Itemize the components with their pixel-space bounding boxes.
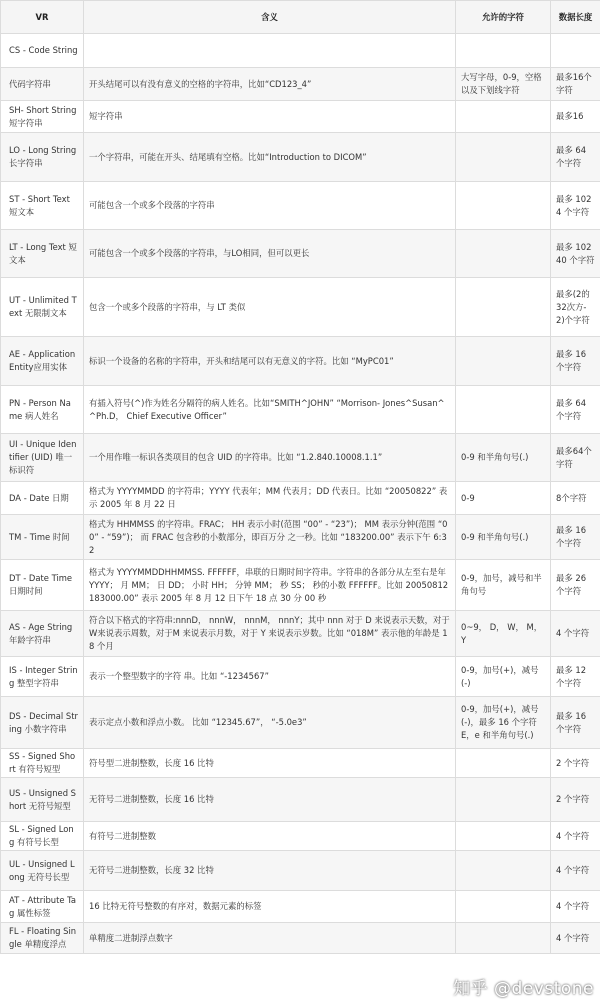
data-length-cell: 最多 12 个字符 — [551, 657, 600, 697]
data-length-cell: 最多 26 个字符 — [551, 560, 600, 611]
table-row — [1, 778, 600, 822]
table-row — [1, 923, 600, 954]
meaning-cell: 一个用作唯一标识各类项目的包含 UID 的字符串。比如 “1.2.840.10008.1.1” — [84, 434, 456, 482]
table-row — [1, 230, 600, 278]
allowed-chars-cell: 大写字母，0-9，空格以及下划线字符 — [456, 68, 551, 101]
meaning-cell: 格式为 HHMMSS 的字符串。FRAC； HH 表示小时(范围 “00” - “23”)； MM 表示分钟(范围 “00” - “59”)； 而 FRAC 包含秒的小数部分，即百万分 之一秒。比如 “183200.00” 表示下午 6:32 — [84, 515, 456, 560]
vr-cell: UI - Unique Identifier (UID) 唯一标识符 — [1, 434, 84, 482]
table-row — [1, 697, 600, 749]
table-row — [1, 386, 600, 434]
data-length-cell: 最多 16 个字符 — [551, 697, 600, 749]
data-length-cell: 最多 64 个字符 — [551, 386, 600, 434]
vr-cell: SL - Signed Long 有符号长型 — [1, 822, 84, 851]
allowed-chars-cell: 0-9 — [456, 482, 551, 515]
data-length-cell: 2 个字符 — [551, 749, 600, 778]
vr-cell: FL - Floating Single 单精度浮点 — [1, 923, 84, 954]
vr-cell: AE - Application Entity应用实体 — [1, 337, 84, 386]
allowed-chars-cell: 0-9 和半角句号(.) — [456, 515, 551, 560]
data-length-cell: 最多16 — [551, 101, 600, 133]
data-length-cell: 4 个字符 — [551, 891, 600, 923]
data-length-cell: 最多 16 个字符 — [551, 515, 600, 560]
allowed-chars-cell — [456, 133, 551, 182]
table-body — [1, 34, 600, 954]
header-allowed-chars: 允许的字符 — [456, 1, 551, 34]
allowed-chars-cell — [456, 891, 551, 923]
allowed-chars-cell — [456, 101, 551, 133]
table-row — [1, 749, 600, 778]
table-row — [1, 560, 600, 611]
vr-cell: UL - Unsigned Long 无符号长型 — [1, 851, 84, 891]
allowed-chars-cell: 0~9， D， W， M， Y — [456, 611, 551, 657]
meaning-cell — [84, 34, 456, 68]
table-row — [1, 182, 600, 230]
table-row — [1, 851, 600, 891]
table-row — [1, 34, 600, 68]
vr-cell: LT - Long Text 短文本 — [1, 230, 84, 278]
data-length-cell: 最多16个字符 — [551, 68, 600, 101]
meaning-cell: 无符号二进制整数，长度 16 比特 — [84, 778, 456, 822]
table-row — [1, 611, 600, 657]
data-length-cell: 4 个字符 — [551, 923, 600, 954]
allowed-chars-cell: 0-9，加号(+)，减号(-) — [456, 657, 551, 697]
allowed-chars-cell — [456, 923, 551, 954]
vr-cell: DA - Date 日期 — [1, 482, 84, 515]
meaning-cell: 可能包含一个或多个段落的字符串 — [84, 182, 456, 230]
table-row — [1, 891, 600, 923]
vr-cell: SH- Short String 短字符串 — [1, 101, 84, 133]
data-length-cell: 2 个字符 — [551, 778, 600, 822]
meaning-cell: 可能包含一个或多个段落的字符串，与LO相同，但可以更长 — [84, 230, 456, 278]
allowed-chars-cell — [456, 851, 551, 891]
table-row — [1, 68, 600, 101]
table-row — [1, 133, 600, 182]
meaning-cell: 格式为 YYYYMMDD 的字符串；YYYY 代表年；MM 代表月；DD 代表日。比如 “20050822” 表示 2005 年 8 月 22 日 — [84, 482, 456, 515]
meaning-cell: 有符号二进制整数 — [84, 822, 456, 851]
data-length-cell: 最多 1024 个字符 — [551, 182, 600, 230]
data-length-cell — [551, 34, 600, 68]
meaning-cell: 有插入符号(^)作为姓名分隔符的病人姓名。比如“SMITH^JOHN” “Morrison- Jones^Susan^^Ph.D， Chief Executive Officer” — [84, 386, 456, 434]
vr-cell: US - Unsigned Short 无符号短型 — [1, 778, 84, 822]
table-row — [1, 822, 600, 851]
meaning-cell: 开头结尾可以有没有意义的空格的字符串，比如“CD123_4” — [84, 68, 456, 101]
vr-cell: CS - Code String — [1, 34, 84, 68]
data-length-cell: 8个字符 — [551, 482, 600, 515]
allowed-chars-cell — [456, 749, 551, 778]
allowed-chars-cell: 0-9 和半角句号(.) — [456, 434, 551, 482]
vr-cell: DT - Date Time 日期时间 — [1, 560, 84, 611]
vr-cell: 代码字符串 — [1, 68, 84, 101]
allowed-chars-cell — [456, 337, 551, 386]
allowed-chars-cell — [456, 778, 551, 822]
table-header-row — [1, 1, 600, 34]
meaning-cell: 符合以下格式的字符串:nnnD， nnnW， nnnM， nnnY；其中 nnn 对于 D 来说表示天数，对于W来说表示周数，对于M 来说表示月数，对于 Y 来说表示岁数。比如 “018M” 表示他的年龄是 18 个月 — [84, 611, 456, 657]
allowed-chars-cell — [456, 386, 551, 434]
vr-cell: UT - Unlimited Text 无限制文本 — [1, 278, 84, 337]
allowed-chars-cell — [456, 230, 551, 278]
data-length-cell: 最多 10240 个字符 — [551, 230, 600, 278]
data-length-cell: 4 个字符 — [551, 851, 600, 891]
table-row — [1, 434, 600, 482]
meaning-cell: 符号型二进制整数，长度 16 比特 — [84, 749, 456, 778]
data-length-cell: 4 个字符 — [551, 611, 600, 657]
meaning-cell: 无符号二进制整数，长度 32 比特 — [84, 851, 456, 891]
vr-cell: SS - Signed Short 有符号短型 — [1, 749, 84, 778]
meaning-cell: 一个字符串，可能在开头、结尾填有空格。比如“Introduction to DICOM” — [84, 133, 456, 182]
vr-cell: AT - Attribute Tag 属性标签 — [1, 891, 84, 923]
table-row — [1, 101, 600, 133]
data-length-cell: 最多(2的32次方-2)个字符 — [551, 278, 600, 337]
header-vr: VR — [1, 1, 84, 34]
meaning-cell: 表示定点小数和浮点小数。 比如 “12345.67”， “-5.0e3” — [84, 697, 456, 749]
allowed-chars-cell: 0-9，加号(+)，减号(-)，最多 16 个字符 E，e 和半角句号(.) — [456, 697, 551, 749]
table-row — [1, 337, 600, 386]
allowed-chars-cell — [456, 182, 551, 230]
allowed-chars-cell — [456, 278, 551, 337]
header-meaning: 含义 — [84, 1, 456, 34]
vr-cell: TM - Time 时间 — [1, 515, 84, 560]
data-length-cell: 最多 64 个字符 — [551, 133, 600, 182]
meaning-cell: 单精度二进制浮点数字 — [84, 923, 456, 954]
watermark: 知乎 @devstone — [453, 979, 594, 999]
table-row — [1, 515, 600, 560]
meaning-cell: 标识一个设备的名称的字符串，开头和结尾可以有无意义的字符。比如 “MyPC01” — [84, 337, 456, 386]
meaning-cell: 短字符串 — [84, 101, 456, 133]
header-data-length: 数据长度 — [551, 1, 600, 34]
allowed-chars-cell: 0-9，加号，减号和半角句号 — [456, 560, 551, 611]
data-length-cell: 4 个字符 — [551, 822, 600, 851]
vr-cell: IS - Integer String 整型字符串 — [1, 657, 84, 697]
vr-cell: LO - Long String 长字符串 — [1, 133, 84, 182]
data-length-cell: 最多64个字符 — [551, 434, 600, 482]
table-row — [1, 482, 600, 515]
vr-cell: ST - Short Text 短文本 — [1, 182, 84, 230]
table-row — [1, 657, 600, 697]
data-length-cell: 最多 16 个字符 — [551, 337, 600, 386]
vr-cell: PN - Person Name 病人姓名 — [1, 386, 84, 434]
allowed-chars-cell — [456, 822, 551, 851]
table-row — [1, 278, 600, 337]
allowed-chars-cell — [456, 34, 551, 68]
meaning-cell: 16 比特无符号整数的有序对，数据元素的标签 — [84, 891, 456, 923]
meaning-cell: 表示一个整型数字的字符 串。比如 “-1234567” — [84, 657, 456, 697]
meaning-cell: 包含一个或多个段落的字符串，与 LT 类似 — [84, 278, 456, 337]
vr-cell: DS - Decimal String 小数字符串 — [1, 697, 84, 749]
vr-cell: AS - Age String 年龄字符串 — [1, 611, 84, 657]
meaning-cell: 格式为 YYYYMMDDHHMMSS. FFFFFF，串联的日期时间字符串。字符串的各部分从左至右是年 YYYY； 月 MM； 日 DD； 小时 HH； 分钟 MM； 秒 SS； 秒的小数 FFFFFF。比如 20050812183000.00” 表示 2005 年 8 月 12 日下午 18 点 30 分 00 秒 — [84, 560, 456, 611]
